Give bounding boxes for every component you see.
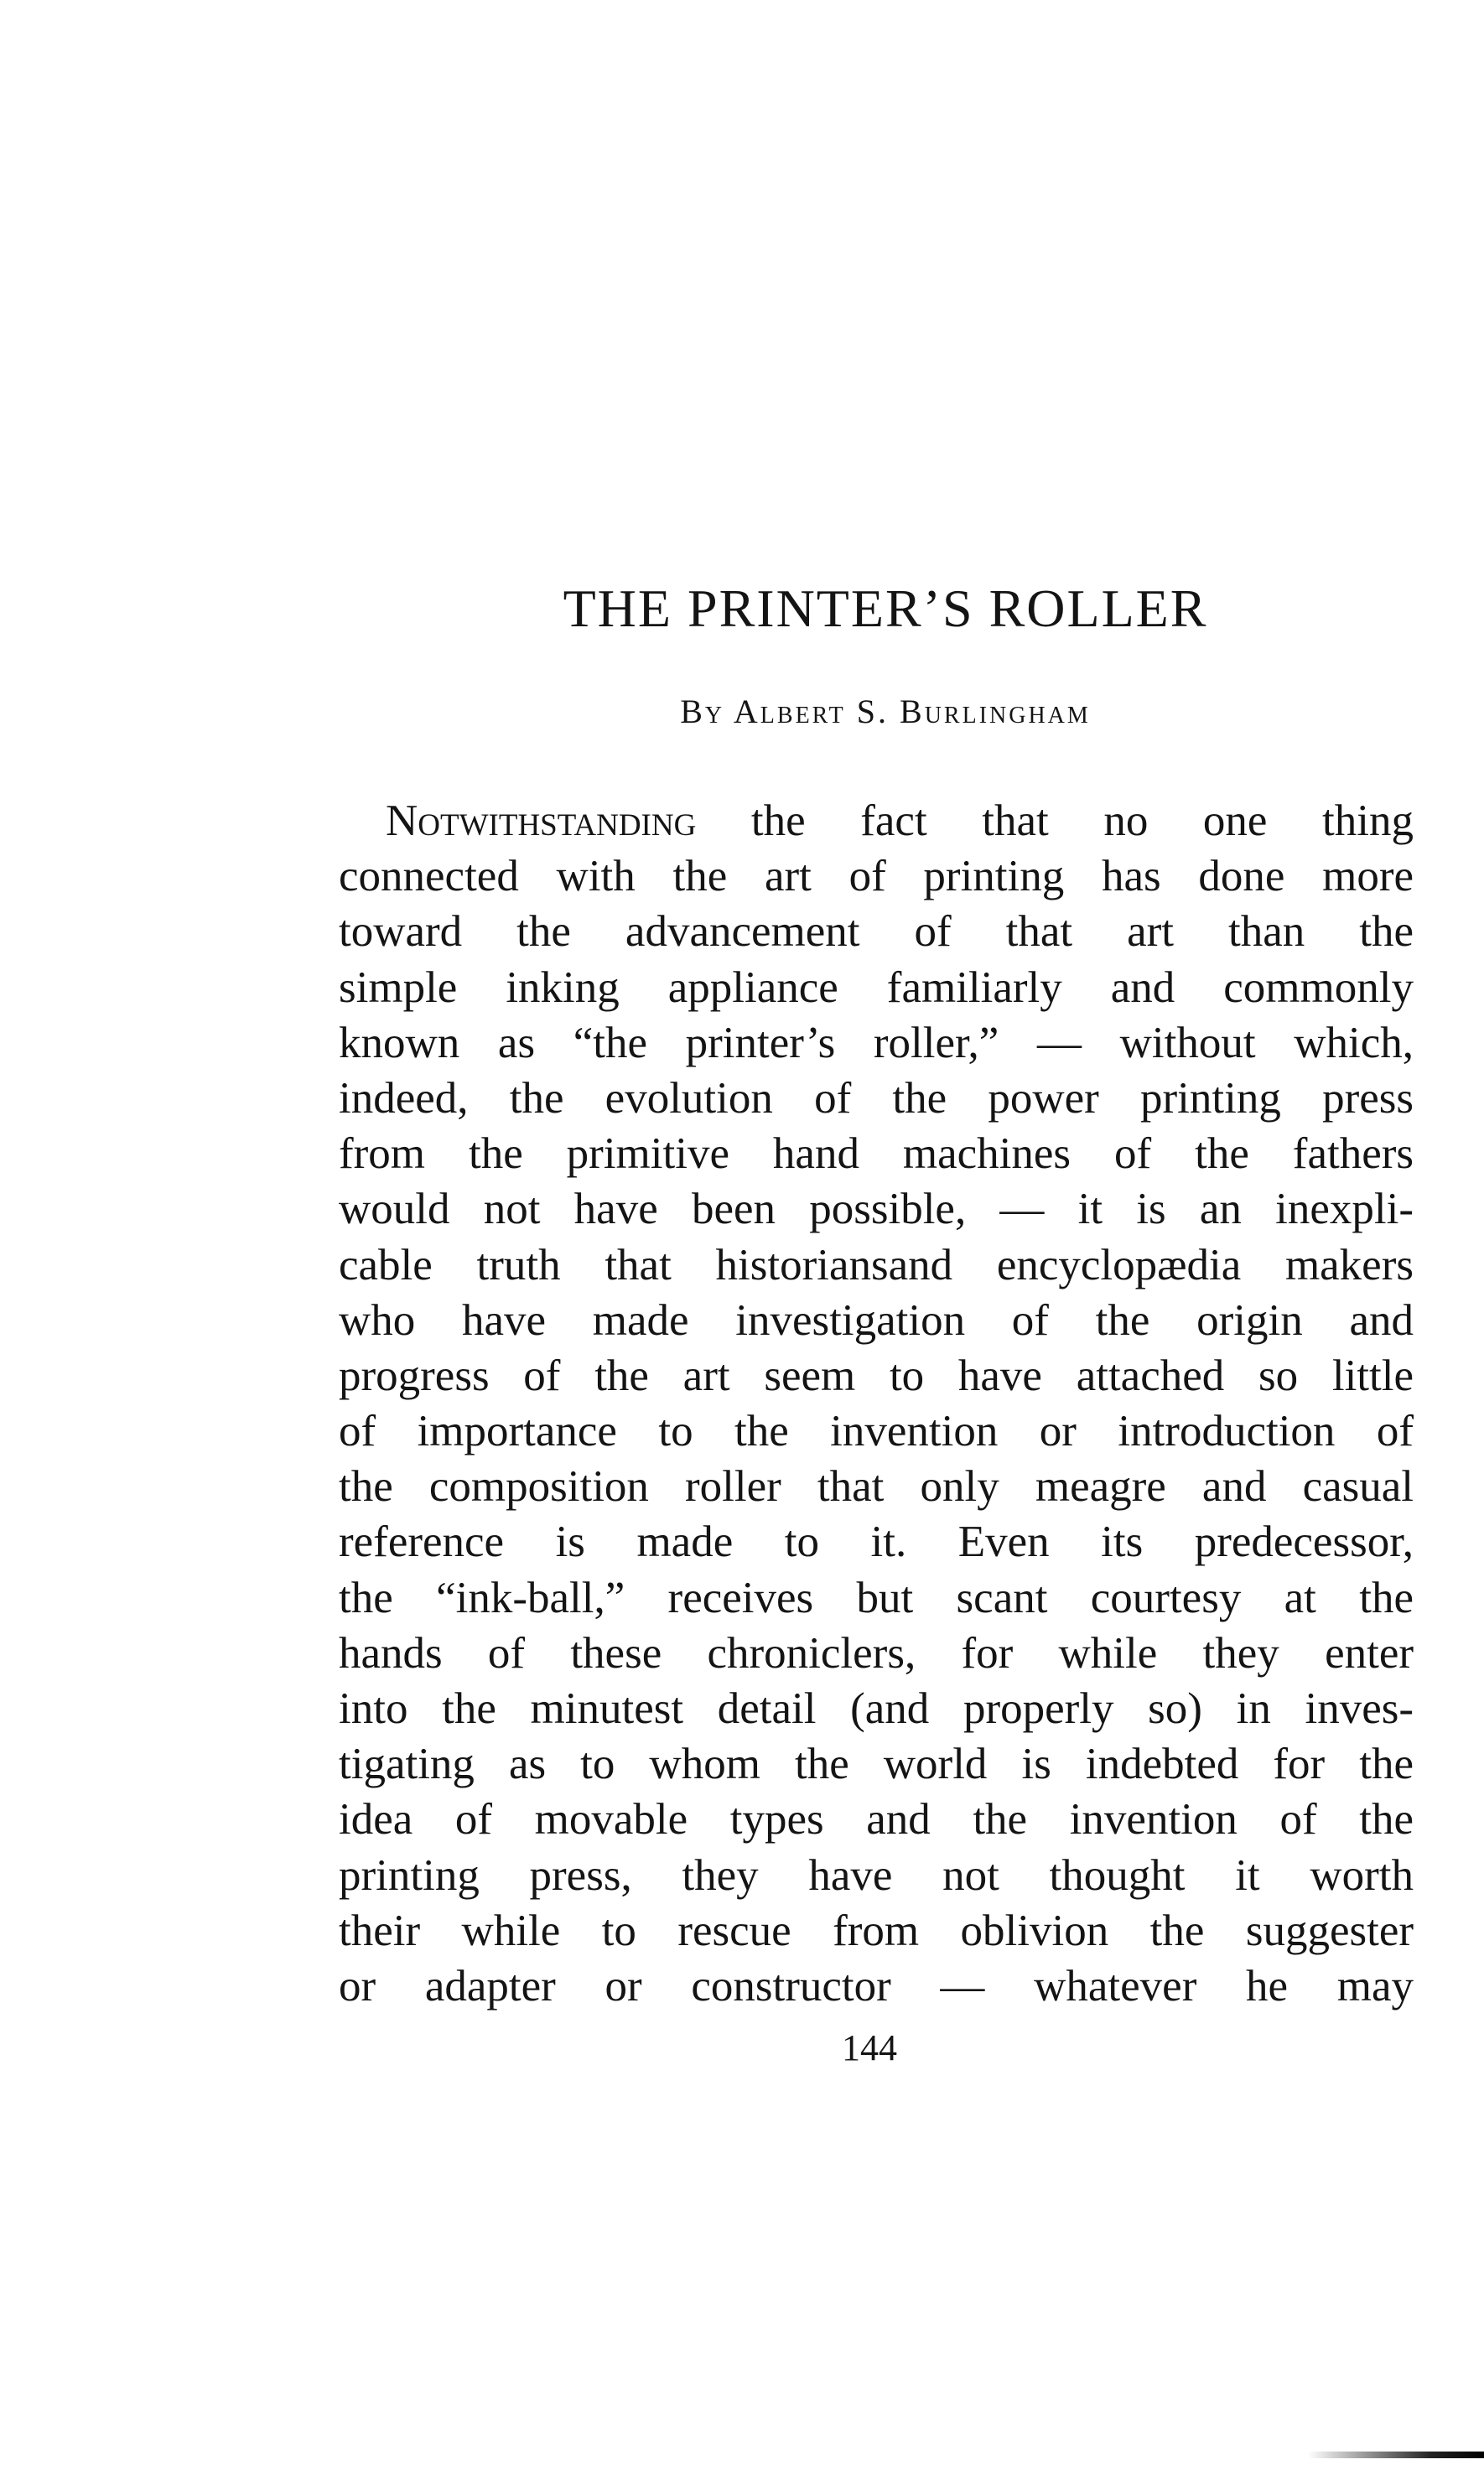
scan-edge-mark <box>1308 2452 1484 2458</box>
body-text <box>339 793 1414 2014</box>
text-line: hands of these chroniclers, for while they enter <box>339 1628 1414 1678</box>
page-number: 144 <box>842 2027 897 2068</box>
text-line: who have made investigation of the origin and <box>339 1295 1414 1345</box>
text-line <box>339 793 1414 848</box>
text-line-rest: the fact that no one thing <box>750 796 1414 845</box>
chapter-title: THE PRINTER’S ROLLER <box>563 579 1208 638</box>
text-line: indeed, the evolution of the power printing press <box>339 1073 1414 1123</box>
text-line: or adapter or constructor — whatever he may <box>339 1961 1414 2011</box>
text-line: connected with the art of printing has done more <box>339 852 1414 901</box>
author-byline: By Albert S. Burlingham <box>680 693 1091 730</box>
text-line: their while to rescue from oblivion the suggester <box>339 1906 1414 1955</box>
text-line: the composition roller that only meagre and casual <box>339 1462 1414 1512</box>
text-line: would not have been possible, — it is an inexpli- <box>339 1185 1414 1234</box>
text-line: toward the advancement of that art than the <box>339 907 1414 957</box>
text-line: cable truth that historiansand encyclopædia makers <box>339 1240 1414 1289</box>
text-line: from the primitive hand machines of the fathers <box>339 1129 1414 1179</box>
text-line: idea of movable types and the invention of the <box>339 1795 1414 1845</box>
text-line: of importance to the invention or introduction of <box>339 1407 1414 1456</box>
text-line: reference is made to it. Even its predecessor, <box>339 1518 1414 1567</box>
text-line: tigating as to whom the world is indebted for the <box>339 1740 1414 1789</box>
text-line: printing press, they have not thought it worth <box>339 1850 1414 1900</box>
opening-word: Notwithstanding <box>386 796 697 845</box>
text-line: progress of the art seem to have attached so little <box>339 1351 1414 1400</box>
text-line: into the minutest detail (and properly so) in inves- <box>339 1684 1414 1733</box>
text-line: the “ink-ball,” receives but scant courtesy at the <box>339 1573 1414 1622</box>
text-line: simple inking appliance familiarly and commonly <box>339 962 1414 1012</box>
text-line: known as “the printer’s roller,” — without which, <box>339 1018 1414 1067</box>
